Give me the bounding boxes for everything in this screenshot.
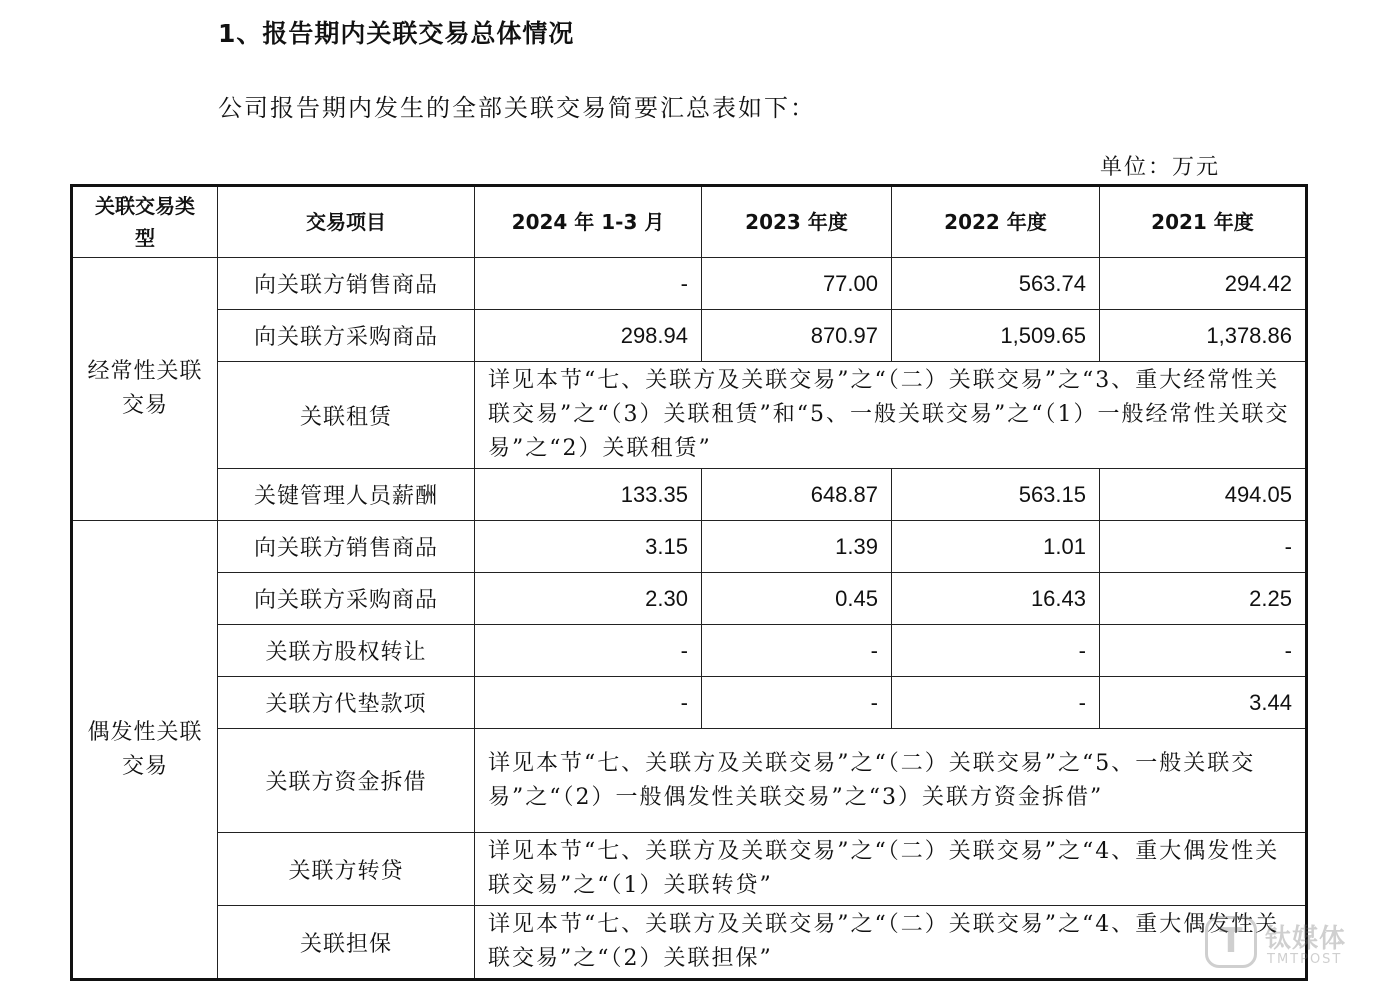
item-cell: 向关联方销售商品: [218, 521, 475, 573]
note-cell: 详见本节“七、关联方及关联交易”之“（二）关联交易”之“4、重大偶发性关联交易”之“（2）关联担保”: [475, 906, 1307, 980]
value-cell: 1,509.65: [892, 310, 1100, 362]
table-row: [72, 833, 1307, 906]
table-row: [72, 729, 1307, 833]
value-cell: 563.74: [892, 258, 1100, 310]
value-cell: -: [475, 677, 702, 729]
item-cell: 关联担保: [218, 906, 475, 980]
tmtpost-logo-icon: [1205, 916, 1257, 968]
value-cell: 298.94: [475, 310, 702, 362]
header-2024q1: 2024 年 1-3 月: [475, 186, 702, 258]
type-cell-occasional: 偶发性关联交易: [72, 521, 218, 980]
value-cell: -: [1100, 625, 1307, 677]
value-cell: 2.30: [475, 573, 702, 625]
value-cell: 3.15: [475, 521, 702, 573]
value-cell: -: [475, 625, 702, 677]
value-cell: -: [475, 258, 702, 310]
value-cell: 648.87: [702, 469, 892, 521]
note-cell: 详见本节“七、关联方及关联交易”之“（二）关联交易”之“3、重大经常性关联交易”之“（3）关联租赁”和“5、一般关联交易”之“（1）一般经常性关联交易”之“2）关联租赁”: [475, 362, 1307, 469]
value-cell: 0.45: [702, 573, 892, 625]
item-cell: 向关联方采购商品: [218, 573, 475, 625]
item-cell: 向关联方采购商品: [218, 310, 475, 362]
value-cell: 133.35: [475, 469, 702, 521]
watermark-name: 钛媒体: [1265, 924, 1347, 954]
tmtpost-watermark: [1205, 916, 1365, 972]
header-2023: 2023 年度: [702, 186, 892, 258]
intro-text: 公司报告期内发生的全部关联交易简要汇总表如下：: [218, 94, 816, 122]
table-row: [72, 521, 1307, 573]
table-row: [72, 258, 1307, 310]
header-type: 关联交易类型: [72, 186, 218, 258]
item-cell: 关联方代垫款项: [218, 677, 475, 729]
header-2022: 2022 年度: [892, 186, 1100, 258]
header-2021: 2021 年度: [1100, 186, 1307, 258]
item-cell: 关联方资金拆借: [218, 729, 475, 833]
unit-label: 单位：万元: [1099, 155, 1220, 180]
item-cell: 关联方股权转让: [218, 625, 475, 677]
value-cell: 1.39: [702, 521, 892, 573]
value-cell: 870.97: [702, 310, 892, 362]
related-transactions-table: [70, 184, 1308, 981]
value-cell: 1,378.86: [1100, 310, 1307, 362]
section-heading: 1、报告期内关联交易总体情况: [218, 19, 575, 48]
value-cell: 494.05: [1100, 469, 1307, 521]
value-cell: 3.44: [1100, 677, 1307, 729]
header-item: 交易项目: [218, 186, 475, 258]
table-row: [72, 573, 1307, 625]
note-cell: 详见本节“七、关联方及关联交易”之“（二）关联交易”之“5、一般关联交易”之“（2）一般偶发性关联交易”之“3）关联方资金拆借”: [475, 729, 1307, 833]
value-cell: -: [702, 677, 892, 729]
item-cell: 向关联方销售商品: [218, 258, 475, 310]
value-cell: 563.15: [892, 469, 1100, 521]
item-cell: 关键管理人员薪酬: [218, 469, 475, 521]
value-cell: 2.25: [1100, 573, 1307, 625]
item-cell: 关联租赁: [218, 362, 475, 469]
value-cell: -: [702, 625, 892, 677]
table-header-row: [72, 186, 1307, 258]
item-cell: 关联方转贷: [218, 833, 475, 906]
note-cell: 详见本节“七、关联方及关联交易”之“（二）关联交易”之“4、重大偶发性关联交易”之“（1）关联转贷”: [475, 833, 1307, 906]
value-cell: -: [892, 625, 1100, 677]
type-cell-recurring: 经常性关联交易: [72, 258, 218, 521]
value-cell: 294.42: [1100, 258, 1307, 310]
value-cell: -: [1100, 521, 1307, 573]
watermark-sub: TMTPOST: [1267, 952, 1343, 967]
table-row: [72, 310, 1307, 362]
table-row: [72, 906, 1307, 980]
table-row: [72, 362, 1307, 469]
value-cell: -: [892, 677, 1100, 729]
table-row: [72, 625, 1307, 677]
value-cell: 16.43: [892, 573, 1100, 625]
value-cell: 1.01: [892, 521, 1100, 573]
table-row: [72, 677, 1307, 729]
value-cell: 77.00: [702, 258, 892, 310]
table-row: [72, 469, 1307, 521]
